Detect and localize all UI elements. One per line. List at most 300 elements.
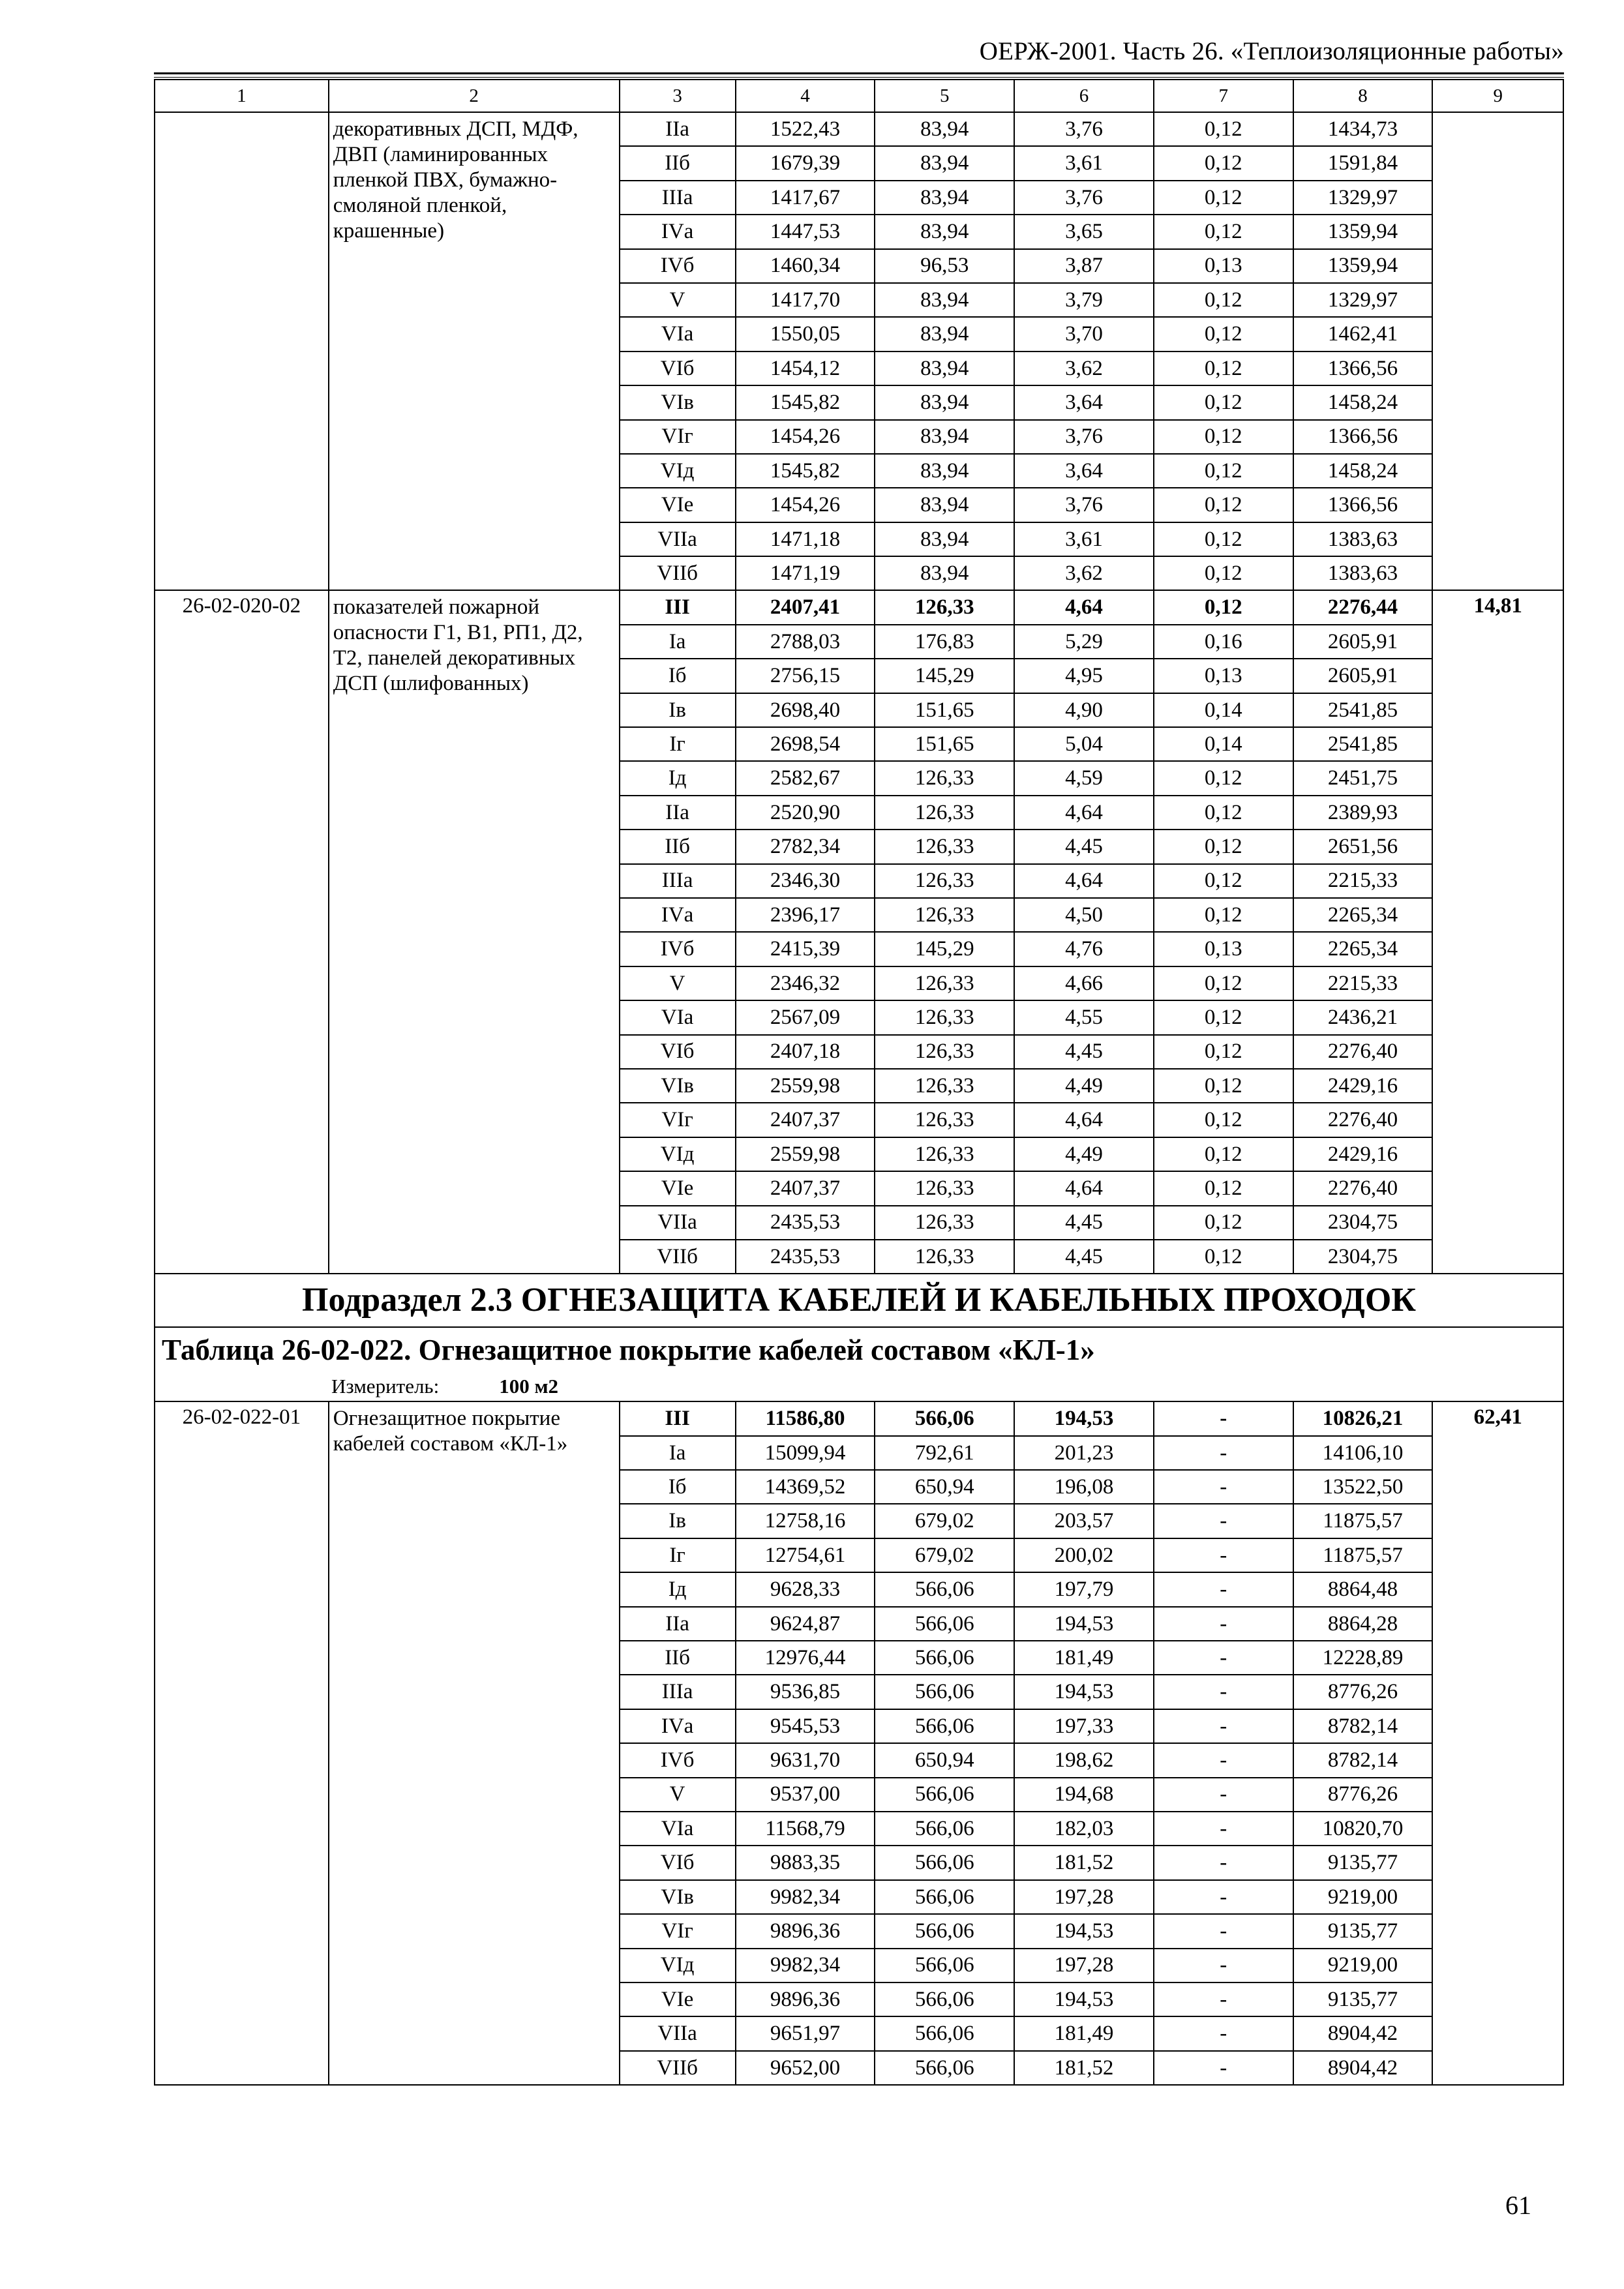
value-cell: 83,94 <box>875 454 1014 488</box>
value-cell: 203,57 <box>1014 1504 1154 1538</box>
value-cell: 4,45 <box>1014 830 1154 863</box>
value-cell: 0,12 <box>1154 181 1293 215</box>
zone-cell: Iа <box>620 1436 736 1470</box>
subsection-row <box>155 1274 1563 1327</box>
value-cell: 2651,56 <box>1293 830 1433 863</box>
value-cell: 3,76 <box>1014 112 1154 146</box>
value-cell: 201,23 <box>1014 1436 1154 1470</box>
value-cell: 194,53 <box>1014 1982 1154 2016</box>
value-cell: 8782,14 <box>1293 1709 1433 1743</box>
zone-cell: Iг <box>620 1538 736 1572</box>
value-cell: - <box>1154 1914 1293 1948</box>
value-cell: 2346,30 <box>736 864 875 898</box>
zone-cell: IVб <box>620 249 736 283</box>
value-cell: 0,12 <box>1154 317 1293 351</box>
value-cell: 126,33 <box>875 1137 1014 1171</box>
value-cell: 2559,98 <box>736 1137 875 1171</box>
value-cell: 1417,67 <box>736 181 875 215</box>
value-cell: 1591,84 <box>1293 146 1433 180</box>
value-cell: 11875,57 <box>1293 1538 1433 1572</box>
value-cell: 0,13 <box>1154 932 1293 966</box>
zone-cell: IIа <box>620 1607 736 1641</box>
value-cell: 1434,73 <box>1293 112 1433 146</box>
value-cell: 0,12 <box>1154 146 1293 180</box>
value-cell: 0,12 <box>1154 1000 1293 1034</box>
value-cell: 9883,35 <box>736 1846 875 1879</box>
value-cell: 2265,34 <box>1293 932 1433 966</box>
value-cell: 2559,98 <box>736 1069 875 1103</box>
value-cell: 0,12 <box>1154 556 1293 590</box>
value-cell: 9135,77 <box>1293 1846 1433 1879</box>
value-cell: 83,94 <box>875 146 1014 180</box>
measure-value: 100 м2 <box>499 1375 559 1398</box>
labor-cost-cell: 14,81 <box>1432 590 1563 1274</box>
value-cell: 2265,34 <box>1293 898 1433 932</box>
norms-table-body <box>155 80 1563 2085</box>
value-cell: 1454,26 <box>736 420 875 454</box>
value-cell: 2429,16 <box>1293 1137 1433 1171</box>
zone-cell: VIе <box>620 1171 736 1205</box>
value-cell: 9982,34 <box>736 1880 875 1914</box>
value-cell: 194,53 <box>1014 1607 1154 1641</box>
value-cell: 9631,70 <box>736 1743 875 1777</box>
value-cell: 2788,03 <box>736 625 875 659</box>
value-cell: 0,12 <box>1154 454 1293 488</box>
value-cell: 83,94 <box>875 385 1014 419</box>
value-cell: - <box>1154 1812 1293 1846</box>
value-cell: - <box>1154 1880 1293 1914</box>
value-cell: 4,90 <box>1014 693 1154 727</box>
value-cell: 176,83 <box>875 625 1014 659</box>
value-cell: 9219,00 <box>1293 1880 1433 1914</box>
value-cell: 8864,28 <box>1293 1607 1433 1641</box>
zone-cell: IVб <box>620 932 736 966</box>
value-cell: 566,06 <box>875 1709 1014 1743</box>
value-cell: 1458,24 <box>1293 385 1433 419</box>
value-cell: 83,94 <box>875 317 1014 351</box>
value-cell: 0,12 <box>1154 761 1293 795</box>
value-cell: 2276,40 <box>1293 1035 1433 1069</box>
value-cell: 2407,41 <box>736 590 875 624</box>
zone-cell: Iб <box>620 1470 736 1504</box>
value-cell: 1550,05 <box>736 317 875 351</box>
zone-cell: VIв <box>620 1069 736 1103</box>
value-cell: 181,52 <box>1014 1846 1154 1879</box>
table-row <box>155 590 1563 624</box>
value-cell: 2451,75 <box>1293 761 1433 795</box>
value-cell: 83,94 <box>875 215 1014 248</box>
value-cell: 126,33 <box>875 761 1014 795</box>
value-cell: 2215,33 <box>1293 864 1433 898</box>
value-cell: - <box>1154 1401 1293 1435</box>
value-cell: 1366,56 <box>1293 352 1433 385</box>
value-cell: 182,03 <box>1014 1812 1154 1846</box>
zone-cell: VIIа <box>620 2016 736 2050</box>
zone-cell: Iа <box>620 625 736 659</box>
value-cell: 3,65 <box>1014 215 1154 248</box>
value-cell: 2304,75 <box>1293 1240 1433 1274</box>
value-cell: 5,04 <box>1014 727 1154 761</box>
value-cell: 10826,21 <box>1293 1401 1433 1435</box>
value-cell: 145,29 <box>875 932 1014 966</box>
value-cell: 3,87 <box>1014 249 1154 283</box>
value-cell: 11586,80 <box>736 1401 875 1435</box>
value-cell: 3,76 <box>1014 488 1154 522</box>
value-cell: 1454,12 <box>736 352 875 385</box>
zone-cell: VIIб <box>620 556 736 590</box>
value-cell: 1359,94 <box>1293 249 1433 283</box>
table-row <box>155 1401 1563 1435</box>
value-cell: - <box>1154 1572 1293 1606</box>
value-cell: - <box>1154 1607 1293 1641</box>
value-cell: 3,61 <box>1014 146 1154 180</box>
zone-cell: VIб <box>620 1035 736 1069</box>
value-cell: 4,64 <box>1014 1103 1154 1137</box>
value-cell: 4,45 <box>1014 1206 1154 1240</box>
value-cell: 0,12 <box>1154 590 1293 624</box>
value-cell: 194,68 <box>1014 1778 1154 1812</box>
zone-cell: IIIа <box>620 864 736 898</box>
value-cell: 566,06 <box>875 1641 1014 1675</box>
value-cell: 4,50 <box>1014 898 1154 932</box>
value-cell: 2304,75 <box>1293 1206 1433 1240</box>
value-cell: 9628,33 <box>736 1572 875 1606</box>
value-cell: - <box>1154 1743 1293 1777</box>
column-number: 1 <box>155 80 329 112</box>
resource-code-cell <box>155 112 329 590</box>
value-cell: 0,12 <box>1154 522 1293 556</box>
value-cell: 0,12 <box>1154 898 1293 932</box>
value-cell: 8776,26 <box>1293 1778 1433 1812</box>
zone-cell: IIа <box>620 112 736 146</box>
column-number: 7 <box>1154 80 1293 112</box>
value-cell: 8782,14 <box>1293 1743 1433 1777</box>
zone-cell: VIе <box>620 488 736 522</box>
value-cell: 0,12 <box>1154 1171 1293 1205</box>
zone-cell: V <box>620 1778 736 1812</box>
value-cell: 126,33 <box>875 966 1014 1000</box>
header-rule-thin <box>154 77 1564 78</box>
value-cell: 126,33 <box>875 1171 1014 1205</box>
value-cell: 126,33 <box>875 1240 1014 1274</box>
table-row <box>155 112 1563 146</box>
value-cell: 126,33 <box>875 1000 1014 1034</box>
zone-cell: VIIа <box>620 1206 736 1240</box>
zone-cell: IIIа <box>620 1675 736 1709</box>
resource-code-cell: 26-02-020-02 <box>155 590 329 1274</box>
value-cell: 3,76 <box>1014 420 1154 454</box>
column-number: 3 <box>620 80 736 112</box>
value-cell: 8864,48 <box>1293 1572 1433 1606</box>
value-cell: 181,49 <box>1014 2016 1154 2050</box>
value-cell: 2396,17 <box>736 898 875 932</box>
value-cell: 1366,56 <box>1293 488 1433 522</box>
value-cell: 9624,87 <box>736 1607 875 1641</box>
zone-cell: VIIб <box>620 1240 736 1274</box>
value-cell: 0,12 <box>1154 966 1293 1000</box>
table-title-row <box>155 1327 1563 1372</box>
value-cell: 2435,53 <box>736 1240 875 1274</box>
value-cell: 198,62 <box>1014 1743 1154 1777</box>
column-number: 2 <box>329 80 620 112</box>
value-cell: 3,62 <box>1014 556 1154 590</box>
value-cell: 4,76 <box>1014 932 1154 966</box>
value-cell: 10820,70 <box>1293 1812 1433 1846</box>
value-cell: 0,12 <box>1154 385 1293 419</box>
zone-cell: VIд <box>620 1137 736 1171</box>
value-cell: 566,06 <box>875 1607 1014 1641</box>
value-cell: 0,12 <box>1154 796 1293 830</box>
value-cell: 9135,77 <box>1293 1982 1433 2016</box>
value-cell: 197,33 <box>1014 1709 1154 1743</box>
value-cell: 9219,00 <box>1293 1949 1433 1982</box>
value-cell: 2276,40 <box>1293 1171 1433 1205</box>
value-cell: 83,94 <box>875 420 1014 454</box>
value-cell: - <box>1154 1641 1293 1675</box>
value-cell: 126,33 <box>875 1035 1014 1069</box>
value-cell: 1454,26 <box>736 488 875 522</box>
value-cell: - <box>1154 1538 1293 1572</box>
value-cell: 2782,34 <box>736 830 875 863</box>
value-cell: 4,95 <box>1014 659 1154 693</box>
value-cell: 126,33 <box>875 1103 1014 1137</box>
value-cell: 83,94 <box>875 112 1014 146</box>
value-cell: 1458,24 <box>1293 454 1433 488</box>
value-cell: 12758,16 <box>736 1504 875 1538</box>
value-cell: 792,61 <box>875 1436 1014 1470</box>
value-cell: 2215,33 <box>1293 966 1433 1000</box>
value-cell: 2346,32 <box>736 966 875 1000</box>
value-cell: 1545,82 <box>736 454 875 488</box>
value-cell: 4,49 <box>1014 1069 1154 1103</box>
value-cell: 194,53 <box>1014 1401 1154 1435</box>
value-cell: 2541,85 <box>1293 693 1433 727</box>
column-number: 9 <box>1432 80 1563 112</box>
value-cell: 4,66 <box>1014 966 1154 1000</box>
zone-cell: VIа <box>620 317 736 351</box>
value-cell: 15099,94 <box>736 1436 875 1470</box>
value-cell: 2276,40 <box>1293 1103 1433 1137</box>
value-cell: 3,64 <box>1014 385 1154 419</box>
value-cell: 1471,19 <box>736 556 875 590</box>
value-cell: 2407,37 <box>736 1171 875 1205</box>
value-cell: 2541,85 <box>1293 727 1433 761</box>
value-cell: 566,06 <box>875 1846 1014 1879</box>
value-cell: 145,29 <box>875 659 1014 693</box>
value-cell: 126,33 <box>875 898 1014 932</box>
page-header-title: ОЕРЖ-2001. Часть 26. «Теплоизоляционные работы» <box>979 37 1564 65</box>
value-cell: 83,94 <box>875 556 1014 590</box>
zone-cell: Iг <box>620 727 736 761</box>
value-cell: 83,94 <box>875 488 1014 522</box>
zone-cell: Iб <box>620 659 736 693</box>
value-cell: 9651,97 <box>736 2016 875 2050</box>
zone-cell: VIд <box>620 454 736 488</box>
value-cell: 566,06 <box>875 1880 1014 1914</box>
value-cell: 1359,94 <box>1293 215 1433 248</box>
value-cell: 14106,10 <box>1293 1436 1433 1470</box>
value-cell: 9537,00 <box>736 1778 875 1812</box>
labor-cost-cell <box>1432 112 1563 590</box>
value-cell: 0,12 <box>1154 1035 1293 1069</box>
value-cell: 3,62 <box>1014 352 1154 385</box>
zone-cell: Iв <box>620 1504 736 1538</box>
zone-cell: III <box>620 1401 736 1435</box>
value-cell: 0,12 <box>1154 420 1293 454</box>
value-cell: 181,52 <box>1014 2051 1154 2085</box>
value-cell: 0,13 <box>1154 659 1293 693</box>
zone-cell: VIв <box>620 385 736 419</box>
column-number: 4 <box>736 80 875 112</box>
value-cell: 566,06 <box>875 1812 1014 1846</box>
value-cell: 9982,34 <box>736 1949 875 1982</box>
value-cell: 1383,63 <box>1293 522 1433 556</box>
value-cell: 2407,37 <box>736 1103 875 1137</box>
value-cell: 566,06 <box>875 1401 1014 1435</box>
value-cell: 1545,82 <box>736 385 875 419</box>
resource-description-cell: декоративных ДСП, МДФ, ДВП (ламинированных пленкой ПВХ, бумажно-смоляной пленкой, крашенные) <box>329 112 620 590</box>
value-cell: 0,12 <box>1154 1103 1293 1137</box>
header-rule-thick <box>154 72 1564 74</box>
value-cell: 2756,15 <box>736 659 875 693</box>
value-cell: 8776,26 <box>1293 1675 1433 1709</box>
zone-cell: Iд <box>620 1572 736 1606</box>
value-cell: 2567,09 <box>736 1000 875 1034</box>
value-cell: 1383,63 <box>1293 556 1433 590</box>
value-cell: 1522,43 <box>736 112 875 146</box>
zone-cell: VIд <box>620 1949 736 1982</box>
zone-cell: Iв <box>620 693 736 727</box>
value-cell: 126,33 <box>875 796 1014 830</box>
measure-label: Измеритель: <box>331 1375 440 1398</box>
resource-description-cell: Огнезащитное покрытие кабелей составом «КЛ-1» <box>329 1401 620 2085</box>
value-cell: 197,28 <box>1014 1949 1154 1982</box>
value-cell: 11875,57 <box>1293 1504 1433 1538</box>
zone-cell: VIIб <box>620 2051 736 2085</box>
zone-cell: VIб <box>620 352 736 385</box>
value-cell: 0,12 <box>1154 352 1293 385</box>
value-cell: 126,33 <box>875 1206 1014 1240</box>
value-cell: 151,65 <box>875 693 1014 727</box>
value-cell: 679,02 <box>875 1538 1014 1572</box>
zone-cell: VIг <box>620 420 736 454</box>
resource-description-cell: показателей пожарной опасности Г1, В1, РП1, Д2, Т2, панелей декоративных ДСП (шлифованных) <box>329 590 620 1274</box>
value-cell: 2520,90 <box>736 796 875 830</box>
value-cell: 566,06 <box>875 2051 1014 2085</box>
value-cell: - <box>1154 1470 1293 1504</box>
value-cell: 11568,79 <box>736 1812 875 1846</box>
zone-cell: III <box>620 590 736 624</box>
value-cell: 0,12 <box>1154 488 1293 522</box>
zone-cell: IVа <box>620 1709 736 1743</box>
value-cell: 9545,53 <box>736 1709 875 1743</box>
value-cell: 0,12 <box>1154 112 1293 146</box>
value-cell: 9536,85 <box>736 1675 875 1709</box>
zone-cell: VIг <box>620 1103 736 1137</box>
zone-cell: IVа <box>620 898 736 932</box>
value-cell: 126,33 <box>875 830 1014 863</box>
value-cell: 3,61 <box>1014 522 1154 556</box>
column-number: 8 <box>1293 80 1433 112</box>
value-cell: 0,16 <box>1154 625 1293 659</box>
value-cell: 126,33 <box>875 590 1014 624</box>
value-cell: 1460,34 <box>736 249 875 283</box>
value-cell: 0,14 <box>1154 693 1293 727</box>
zone-cell: VIIа <box>620 522 736 556</box>
value-cell: 181,49 <box>1014 1641 1154 1675</box>
value-cell: 5,29 <box>1014 625 1154 659</box>
column-number: 5 <box>875 80 1014 112</box>
value-cell: 4,64 <box>1014 796 1154 830</box>
value-cell: 126,33 <box>875 1069 1014 1103</box>
table-title: Таблица 26-02-022. Огнезащитное покрытие кабелей составом «КЛ-1» <box>155 1327 1563 1372</box>
value-cell: 83,94 <box>875 352 1014 385</box>
value-cell: 2605,91 <box>1293 625 1433 659</box>
zone-cell: IIа <box>620 796 736 830</box>
zone-cell: IVб <box>620 1743 736 1777</box>
value-cell: 0,12 <box>1154 830 1293 863</box>
value-cell: - <box>1154 1436 1293 1470</box>
value-cell: 4,55 <box>1014 1000 1154 1034</box>
value-cell: 196,08 <box>1014 1470 1154 1504</box>
value-cell: 194,53 <box>1014 1914 1154 1948</box>
value-cell: 1471,18 <box>736 522 875 556</box>
value-cell: 2435,53 <box>736 1206 875 1240</box>
value-cell: 0,14 <box>1154 727 1293 761</box>
value-cell: 2698,40 <box>736 693 875 727</box>
value-cell: 4,64 <box>1014 864 1154 898</box>
zone-cell: IVа <box>620 215 736 248</box>
value-cell: 1329,97 <box>1293 283 1433 317</box>
value-cell: 0,12 <box>1154 283 1293 317</box>
value-cell: 566,06 <box>875 1949 1014 1982</box>
value-cell: 2389,93 <box>1293 796 1433 830</box>
value-cell: 2407,18 <box>736 1035 875 1069</box>
value-cell: 8904,42 <box>1293 2016 1433 2050</box>
zone-cell: IIб <box>620 830 736 863</box>
value-cell: 4,59 <box>1014 761 1154 795</box>
value-cell: 2436,21 <box>1293 1000 1433 1034</box>
zone-cell: IIб <box>620 1641 736 1675</box>
labor-cost-cell: 62,41 <box>1432 1401 1563 2085</box>
value-cell: 0,12 <box>1154 1069 1293 1103</box>
value-cell: 2276,44 <box>1293 590 1433 624</box>
value-cell: 194,53 <box>1014 1675 1154 1709</box>
value-cell: 3,76 <box>1014 181 1154 215</box>
value-cell: - <box>1154 1778 1293 1812</box>
value-cell: 151,65 <box>875 727 1014 761</box>
value-cell: 4,45 <box>1014 1240 1154 1274</box>
value-cell: 4,64 <box>1014 1171 1154 1205</box>
value-cell: 566,06 <box>875 2016 1014 2050</box>
value-cell: 650,94 <box>875 1743 1014 1777</box>
value-cell: 4,45 <box>1014 1035 1154 1069</box>
value-cell: 0,12 <box>1154 1240 1293 1274</box>
zone-cell: VIе <box>620 1982 736 2016</box>
value-cell: 0,12 <box>1154 864 1293 898</box>
zone-cell: IIIа <box>620 181 736 215</box>
value-cell: 1679,39 <box>736 146 875 180</box>
value-cell: 197,28 <box>1014 1880 1154 1914</box>
value-cell: 9896,36 <box>736 1914 875 1948</box>
value-cell: 2415,39 <box>736 932 875 966</box>
zone-cell: VIг <box>620 1914 736 1948</box>
value-cell: 8904,42 <box>1293 2051 1433 2085</box>
value-cell: 83,94 <box>875 181 1014 215</box>
value-cell: 200,02 <box>1014 1538 1154 1572</box>
value-cell: 4,49 <box>1014 1137 1154 1171</box>
value-cell: 566,06 <box>875 1675 1014 1709</box>
